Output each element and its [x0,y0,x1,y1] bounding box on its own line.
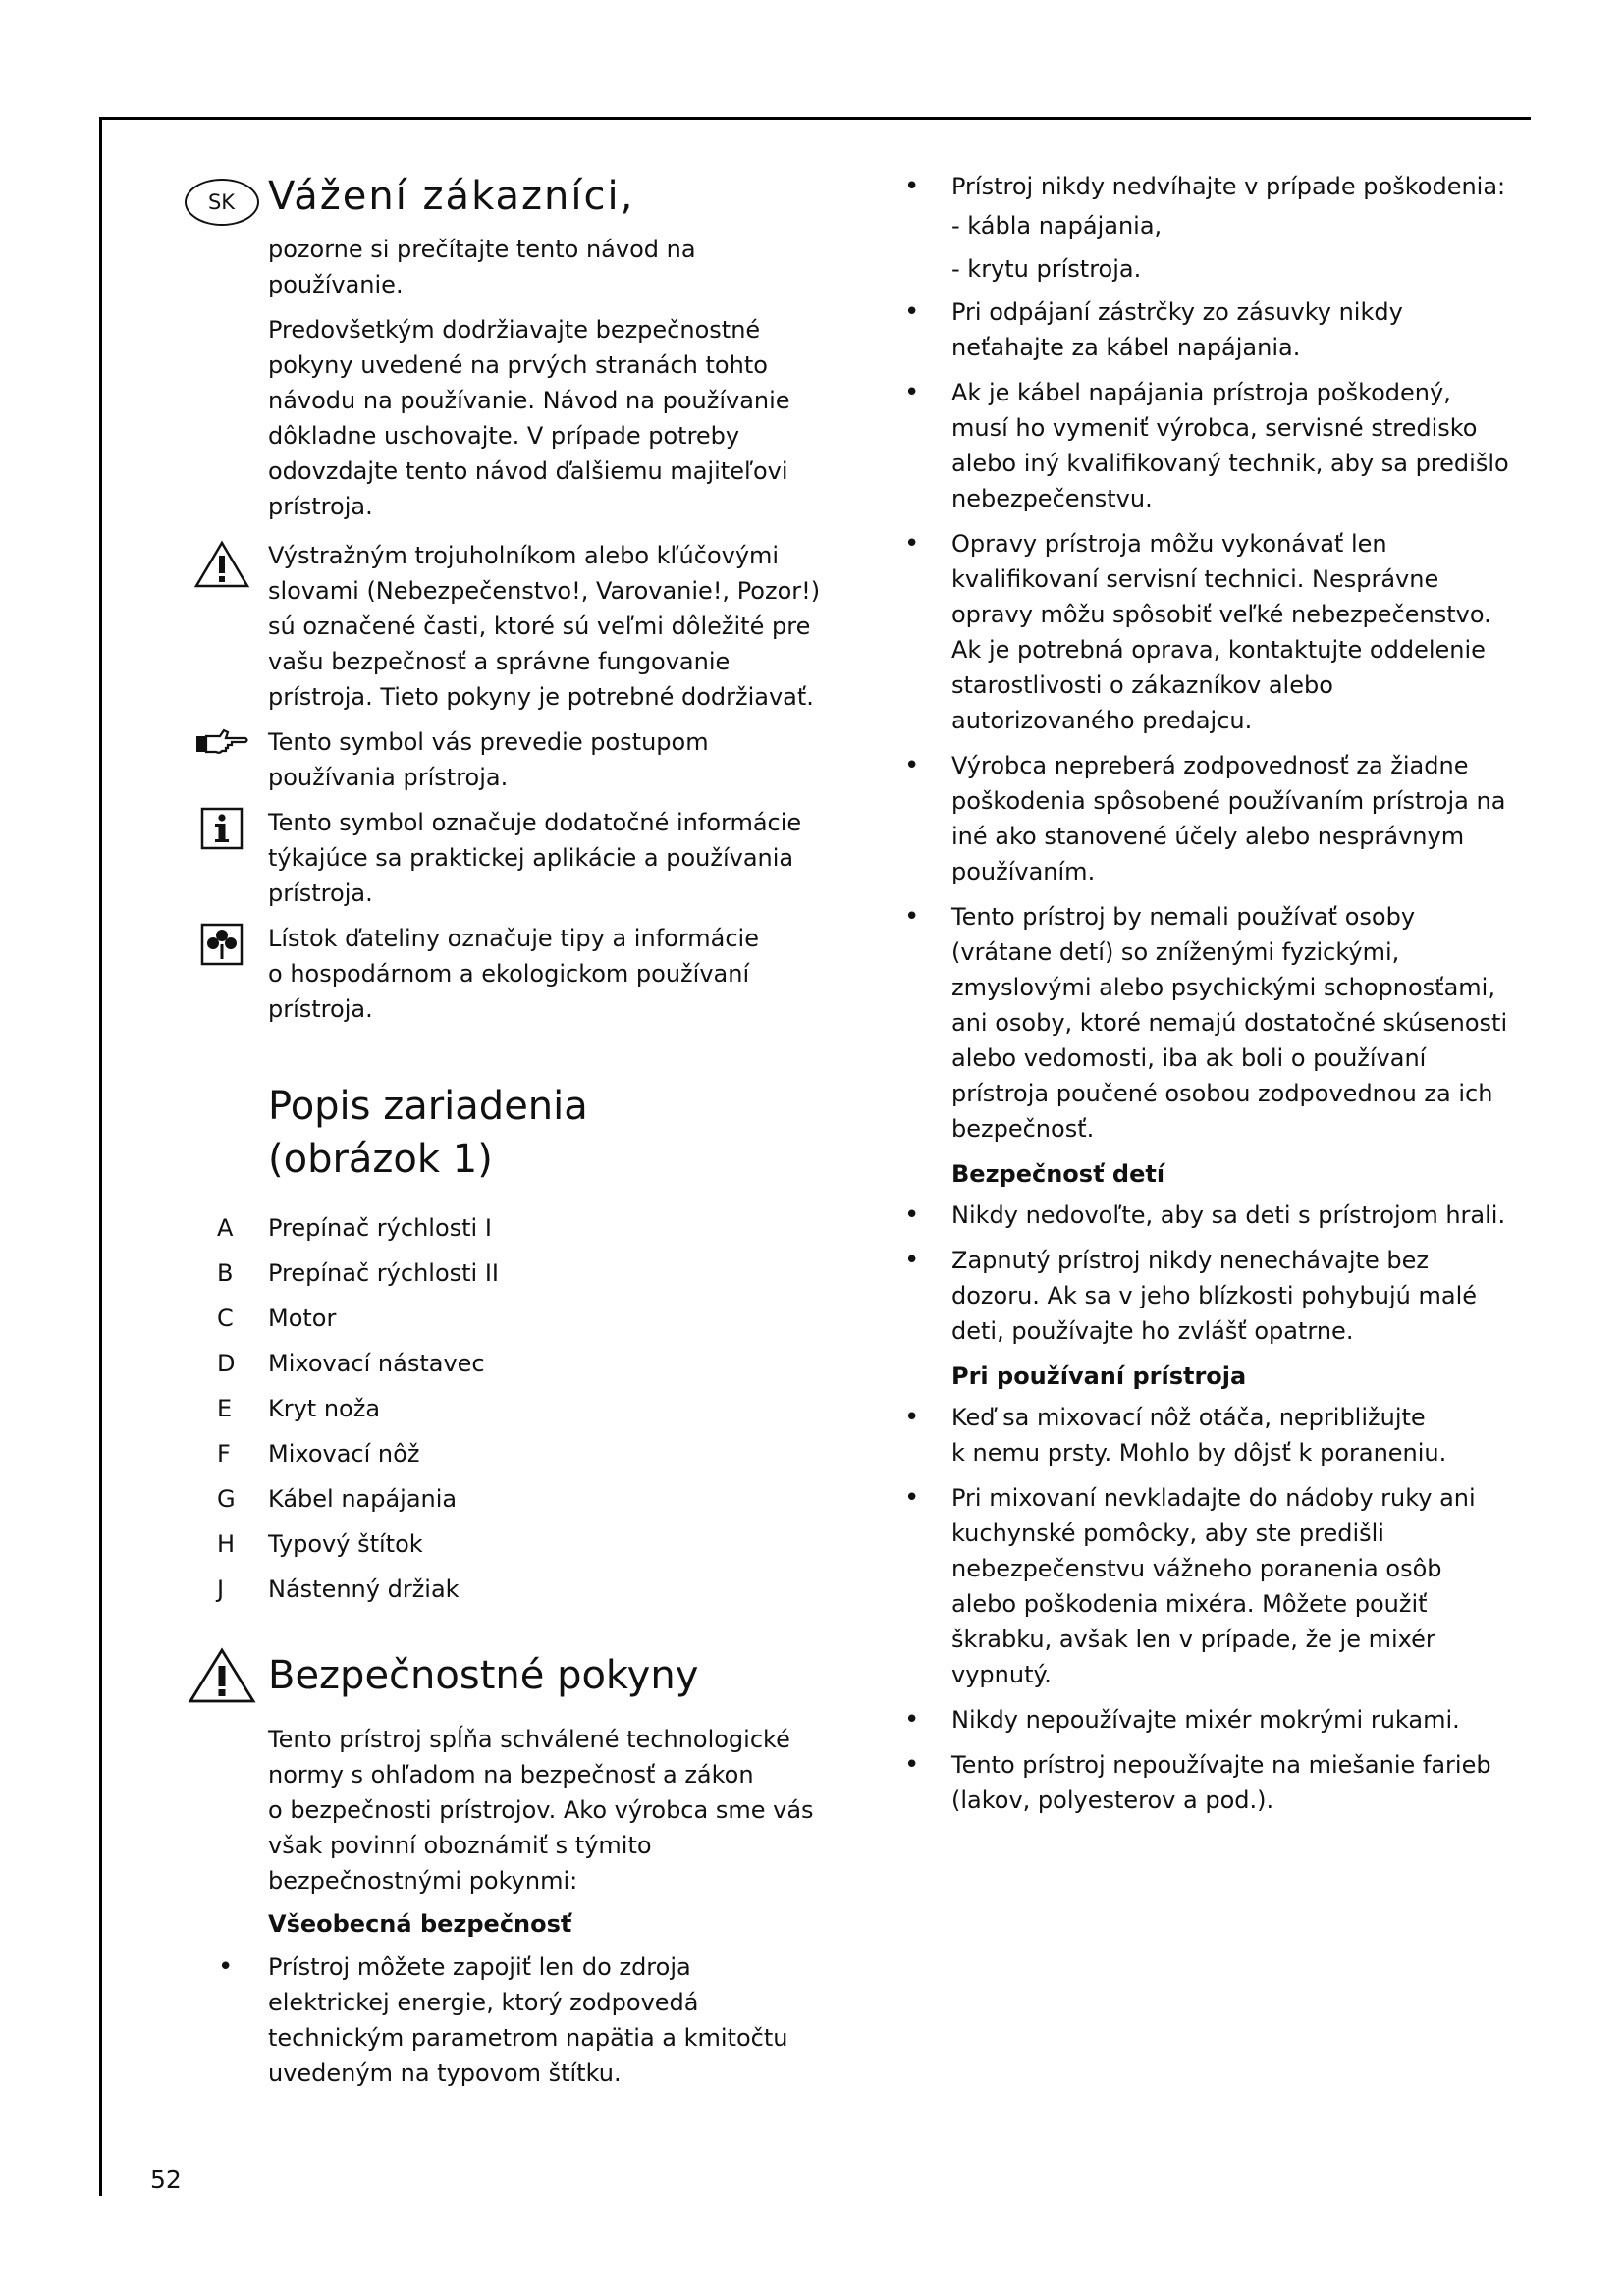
safety-heading [175,1647,901,1704]
usage-heading: Pri používaní prístroja [951,1362,1247,1390]
warning-triangle-icon [188,1647,256,1704]
bullet-icon: • [904,902,920,932]
bullet-icon: • [904,1403,920,1432]
clover-leaf-icon [200,923,244,966]
symbol-hand-row: Tento symbol vás prevedie postupom používania prístroja. [175,724,901,795]
bullet-icon: • [218,1952,234,1982]
part-item: E Kryt noža [217,1395,381,1422]
bullet-icon: • [904,172,920,201]
dash-item: - kábla napájania, [951,212,1163,240]
bullet-icon: • [904,1246,920,1275]
right-column [898,169,1586,1828]
list-item: • Prístroj môžete zapojiť len do zdroja elektrickej energie, ktorý zodpovedá technickým parametrom napätia a kmitočtu uvedeným na typovom štítku. [175,1949,901,2091]
list-item: • Nikdy nepoužívajte mixér mokrými rukami. [898,1702,1586,1737]
symbol-info-row: Tento symbol označuje dodatočné informácie týkajúce sa praktickej aplikácie a používania prístroja. [175,805,901,911]
list-item: • Pri odpájaní zástrčky zo zásuvky nikdy neťahajte za kábel napájania. [898,294,1586,365]
child-safety-heading: Bezpečnosť detí [951,1160,1165,1188]
top-rule [99,117,1531,120]
intro-paragraph-1: pozorne si prečítajte tento návod na používanie. [268,236,696,298]
part-item: J Nástenný držiak [217,1575,460,1603]
pointing-hand-icon [194,726,249,760]
list-item: • Zapnutý prístroj nikdy nenechávajte bez dozoru. Ak sa v jeho blízkosti pohybujú malé deti, používajte ho zvlášť opatrne. [898,1243,1586,1349]
list-item: • Tento prístroj by nemali používať osoby (vrátane detí) so zníženými fyzickými, zmyslovými alebo psychickými schopnosťami, ani osoby, ktoré nemajú dostatočné skúsenosti alebo vedomosti, iba ak boli o používaní prístroja poučené osobou zodpovednou za ich bezpečnosť. [898,899,1586,1147]
bullet-icon: • [904,1483,920,1513]
page-title: Vážení zákazníci, [268,174,635,219]
left-column [175,169,901,2101]
part-item: G Kábel napájania [217,1485,458,1513]
dash-item: - krytu prístroja. [951,255,1142,283]
list-item: • Výrobca nepreberá zodpovednosť za žiadne poškodenia spôsobené používaním prístroja na iné ako stanovené účely alebo nesprávnym používaním. [898,748,1586,889]
parts-list [175,1205,901,1612]
symbol-clover-row: Lístok ďateliny označuje tipy a informácie o hospodárnom a ekologickom používaní prístroja. [175,921,901,1027]
general-safety-heading: Všeobecná bezpečnosť [268,1910,572,1938]
part-item: H Typový štítok [217,1530,423,1558]
list-item: • Opravy prístroja môžu vykonávať len kvalifikovaní servisní technici. Nesprávne opravy môžu spôsobiť veľké nebezpečenstvo. Ak je potrebná oprava, kontaktujte oddelenie starostlivosti o zákazníkov alebo autorizovaného predajcu. [898,526,1586,738]
list-item: • Nikdy nedovoľte, aby sa deti s prístrojom hrali. [898,1198,1586,1233]
part-item: F Mixovací nôž [217,1440,420,1468]
safety-intro: Tento prístroj spĺňa schválené technologické normy s ohľadom na bezpečnosť a zákon o bezpečnosti prístrojov. Ako výrobca sme vás však povinní oboznámiť s týmito bezpečnostnými pokynmi: [268,1726,814,1895]
page-number: 52 [150,2165,182,2194]
safety-title: Bezpečnostné pokyny [268,1653,699,1698]
description-title: Popis zariadenia (obrázok 1) [268,1084,588,1182]
part-item: C Motor [217,1305,337,1332]
bullet-icon: • [904,297,920,327]
part-item: A Prepínač rýchlosti I [217,1214,492,1242]
list-item: • Pri mixovaní nevkladajte do nádoby ruky ani kuchynské pomôcky, aby ste predišli nebezpečenstvu vážneho poranenia osôb alebo poškodenia mixéra. Môžete použiť škrabku, avšak len v prípade, že je mixér vypnutý. [898,1480,1586,1692]
part-item: D Mixovací nástavec [217,1350,485,1377]
list-item: • Tento prístroj nepoužívajte na miešanie farieb (lakov, polyesterov a pod.). [898,1747,1586,1818]
bullet-icon: • [904,1705,920,1735]
list-item: • Ak je kábel napájania prístroja poškodený, musí ho vymeniť výrobca, servisné stredisko alebo iný kvalifikovaný technik, aby sa predišlo nebezpečenstvu. [898,375,1586,516]
intro-heading [175,169,901,226]
list-item: • Keď sa mixovací nôž otáča, nepribližujte k nemu prsty. Mohlo by dôjsť k poraneniu. [898,1400,1586,1470]
symbol-warning-row: Výstražným trojuholníkom alebo kľúčovými slovami (Nebezpečenstvo!, Varovanie!, Pozor!) sú označené časti, ktoré sú veľmi dôležité pre vašu bezpečnosť a správne fungovanie prístroja. Tieto pokyny je potrebné dodržiavať. [175,538,901,715]
language-badge: SK [185,179,259,226]
warning-triangle-icon [193,540,250,589]
part-item: B Prepínač rýchlosti II [217,1259,499,1287]
left-rule [99,117,102,2196]
bullet-icon: • [904,751,920,780]
intro-paragraph-2: Predovšetkým dodržiavajte bezpečnostné pokyny uvedené na prvých stranách tohto návodu na používanie. Návod na používanie dôkladne uschovajte. V prípade potreby odovzdajte tento návod ďalšiemu majiteľovi prístroja. [268,316,790,520]
bullet-icon: • [904,378,920,407]
bullet-icon: • [904,1750,920,1780]
bullet-icon: • [904,1201,920,1230]
list-item: • Prístroj nikdy nedvíhajte v prípade poškodenia: [898,169,1586,204]
bullet-icon: • [904,529,920,559]
info-icon [200,807,244,850]
